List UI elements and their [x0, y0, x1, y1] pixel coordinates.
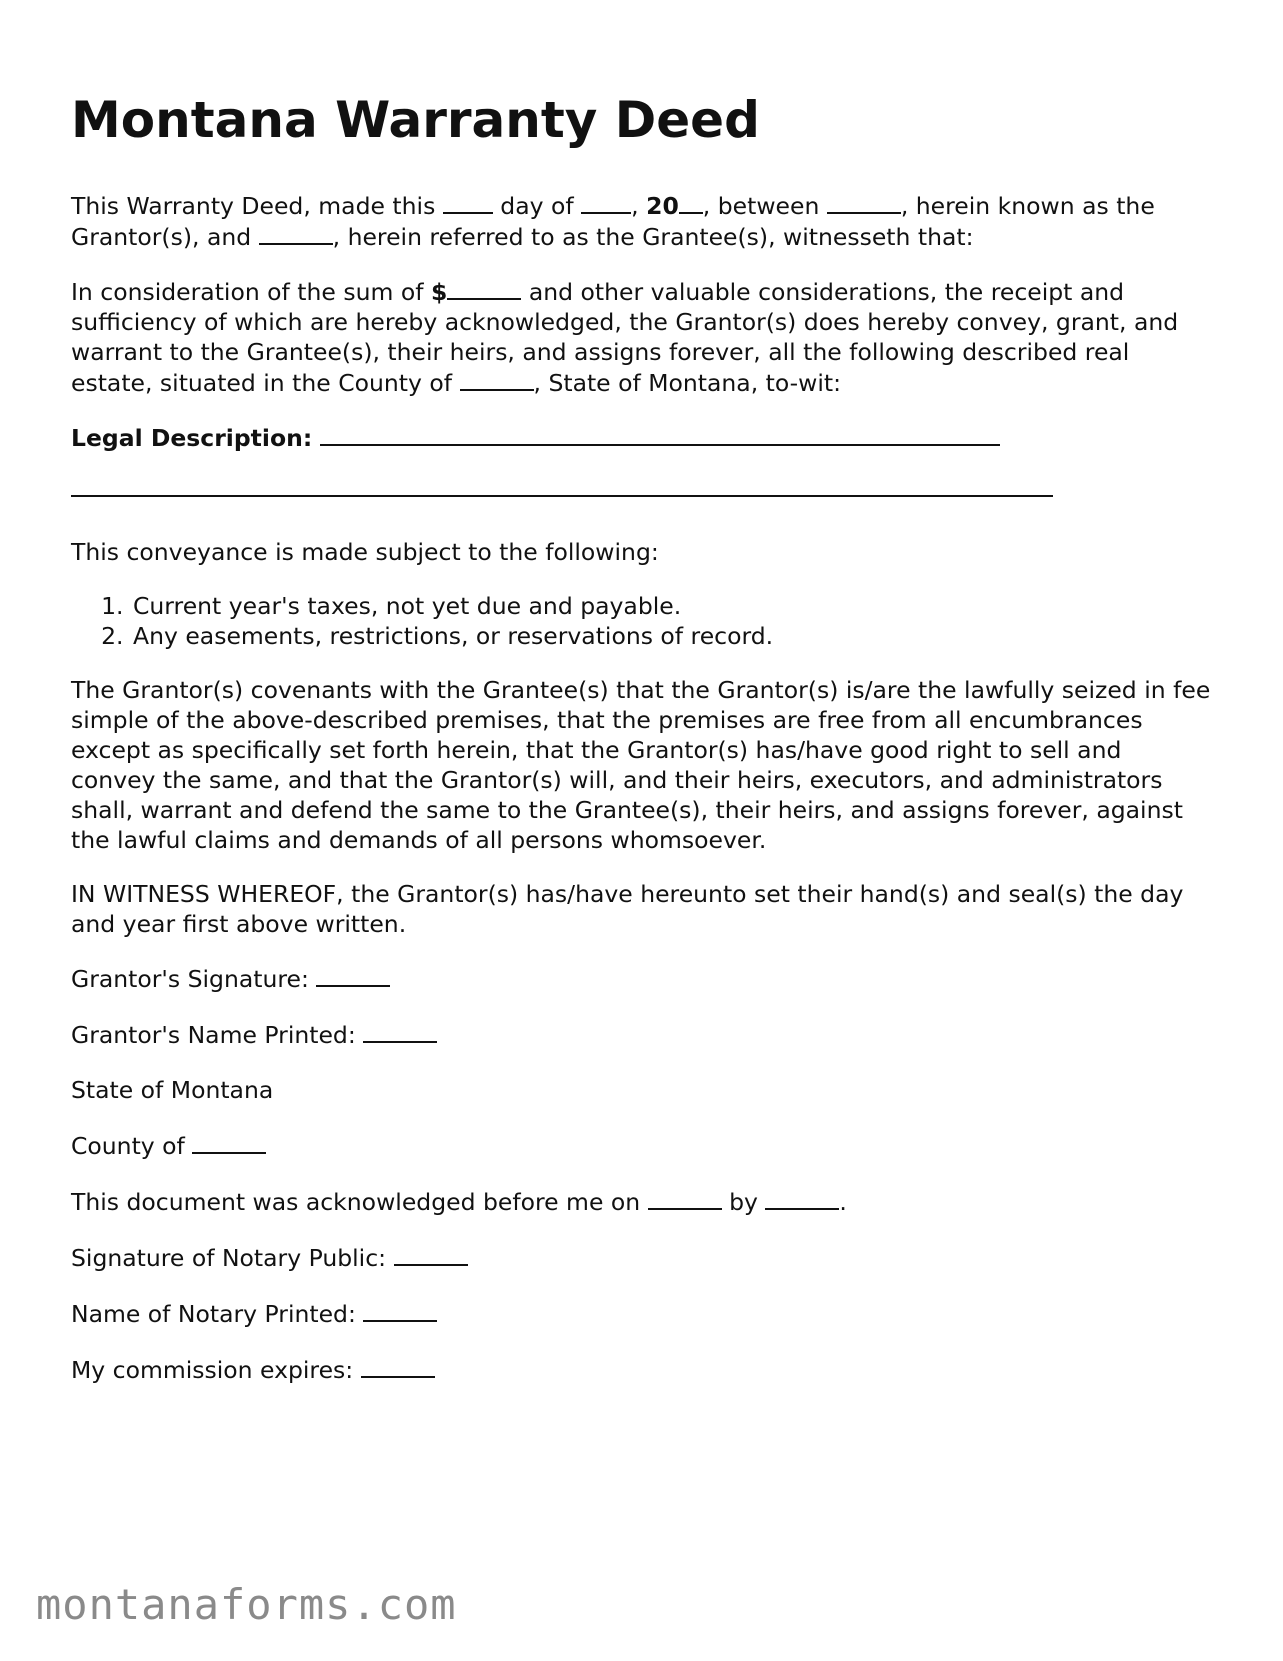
witness-paragraph: IN WITNESS WHEREOF, the Grantor(s) has/have hereunto set their hand(s) and seal(s) the day and year first above written. — [71, 880, 1184, 938]
dollar-sign: $ — [430, 278, 448, 306]
legal-description-line-2[interactable] — [71, 495, 1053, 497]
legal-description-label: Legal Description: — [71, 424, 313, 452]
amount-blank[interactable] — [447, 276, 521, 300]
day-blank[interactable] — [443, 190, 493, 214]
covenant-paragraph: The Grantor(s) covenants with the Grantee(s) that the Grantor(s) is/are the lawfully seized in fee simple of the above-described premises, that the premises are free from all encumbrances except as specifically set forth herein, that the Grantor(s) has/have good right to sell and convey the same, and that the Grantor(s) will, and their heirs, executors, and administrators shall, warrant and defend the same to the Grantee(s), their heirs, and assigns forever, against the lawful claims and demands of all persons whomsoever. — [71, 676, 1211, 854]
subject-to-text: This conveyance is made subject to the following: — [71, 538, 659, 566]
list-item: 1. Current year's taxes, not yet due and payable. — [131, 591, 1211, 621]
intro-text-1: This Warranty Deed, made this — [71, 192, 436, 220]
legal-description-line-1[interactable] — [320, 422, 1000, 446]
site-watermark: montanaforms.com — [36, 1580, 457, 1629]
county-label: County of — [71, 1132, 185, 1160]
intro-comma: , — [631, 192, 639, 220]
grantor-name-blank[interactable] — [363, 1019, 437, 1043]
consideration-text-3: , State of Montana, to-wit: — [533, 369, 842, 397]
consideration-text-1: In consideration of the sum of — [71, 278, 424, 306]
document-page — [71, 88, 1211, 1410]
notary-county-blank[interactable] — [192, 1130, 266, 1154]
month-blank[interactable] — [581, 190, 631, 214]
intro-text-4: , herein known as the Grantor(s), and — [71, 192, 1155, 251]
grantor-blank[interactable] — [827, 190, 901, 214]
year-blank[interactable] — [679, 190, 703, 214]
ack-date-blank[interactable] — [648, 1186, 722, 1210]
notary-signature-blank[interactable] — [394, 1242, 468, 1266]
county-blank[interactable] — [460, 367, 534, 391]
conditions-list — [71, 591, 1211, 651]
grantor-signature-row — [71, 963, 1211, 994]
acknowledgment-row — [71, 1186, 1211, 1217]
commission-blank[interactable] — [361, 1354, 435, 1378]
notary-signature-label: Signature of Notary Public: — [71, 1244, 387, 1272]
county-row — [71, 1130, 1211, 1161]
grantor-name-row — [71, 1019, 1211, 1050]
ack-by-blank[interactable] — [765, 1186, 839, 1210]
consideration-paragraph — [71, 276, 1211, 398]
document-title: Montana Warranty Deed — [71, 91, 760, 149]
intro-text-2: day of — [500, 192, 574, 220]
year-prefix: 20 — [646, 192, 703, 220]
notary-signature-row — [71, 1242, 1211, 1273]
signature-section — [71, 963, 1211, 1385]
notary-name-label: Name of Notary Printed: — [71, 1300, 356, 1328]
state-line: State of Montana — [71, 1076, 274, 1104]
ack-text-2: by — [729, 1188, 758, 1216]
notary-name-blank[interactable] — [363, 1298, 437, 1322]
intro-paragraph — [71, 190, 1211, 252]
legal-description-row — [71, 422, 1211, 453]
grantor-name-label: Grantor's Name Printed: — [71, 1021, 356, 1049]
commission-label: My commission expires: — [71, 1356, 354, 1384]
ack-period: . — [839, 1188, 847, 1216]
grantor-signature-label: Grantor's Signature: — [71, 965, 309, 993]
grantor-signature-blank[interactable] — [316, 963, 390, 987]
grantee-blank[interactable] — [259, 221, 333, 245]
ack-text-1: This document was acknowledged before me on — [71, 1188, 641, 1216]
intro-text-5: , herein referred to as the Grantee(s), witnesseth that: — [332, 223, 974, 251]
list-item: 2. Any easements, restrictions, or reservations of record. — [131, 621, 1211, 651]
consideration-text-2: and other valuable considerations, the receipt and sufficiency of which are hereby acknowledged, the Grantor(s) does hereby convey, grant, and warrant to the Grantee(s), their heirs, and assigns forever, all the following described real estate, situated in the County of — [71, 278, 1179, 397]
notary-name-row — [71, 1298, 1211, 1329]
commission-row — [71, 1354, 1211, 1385]
intro-text-3: , between — [702, 192, 820, 220]
